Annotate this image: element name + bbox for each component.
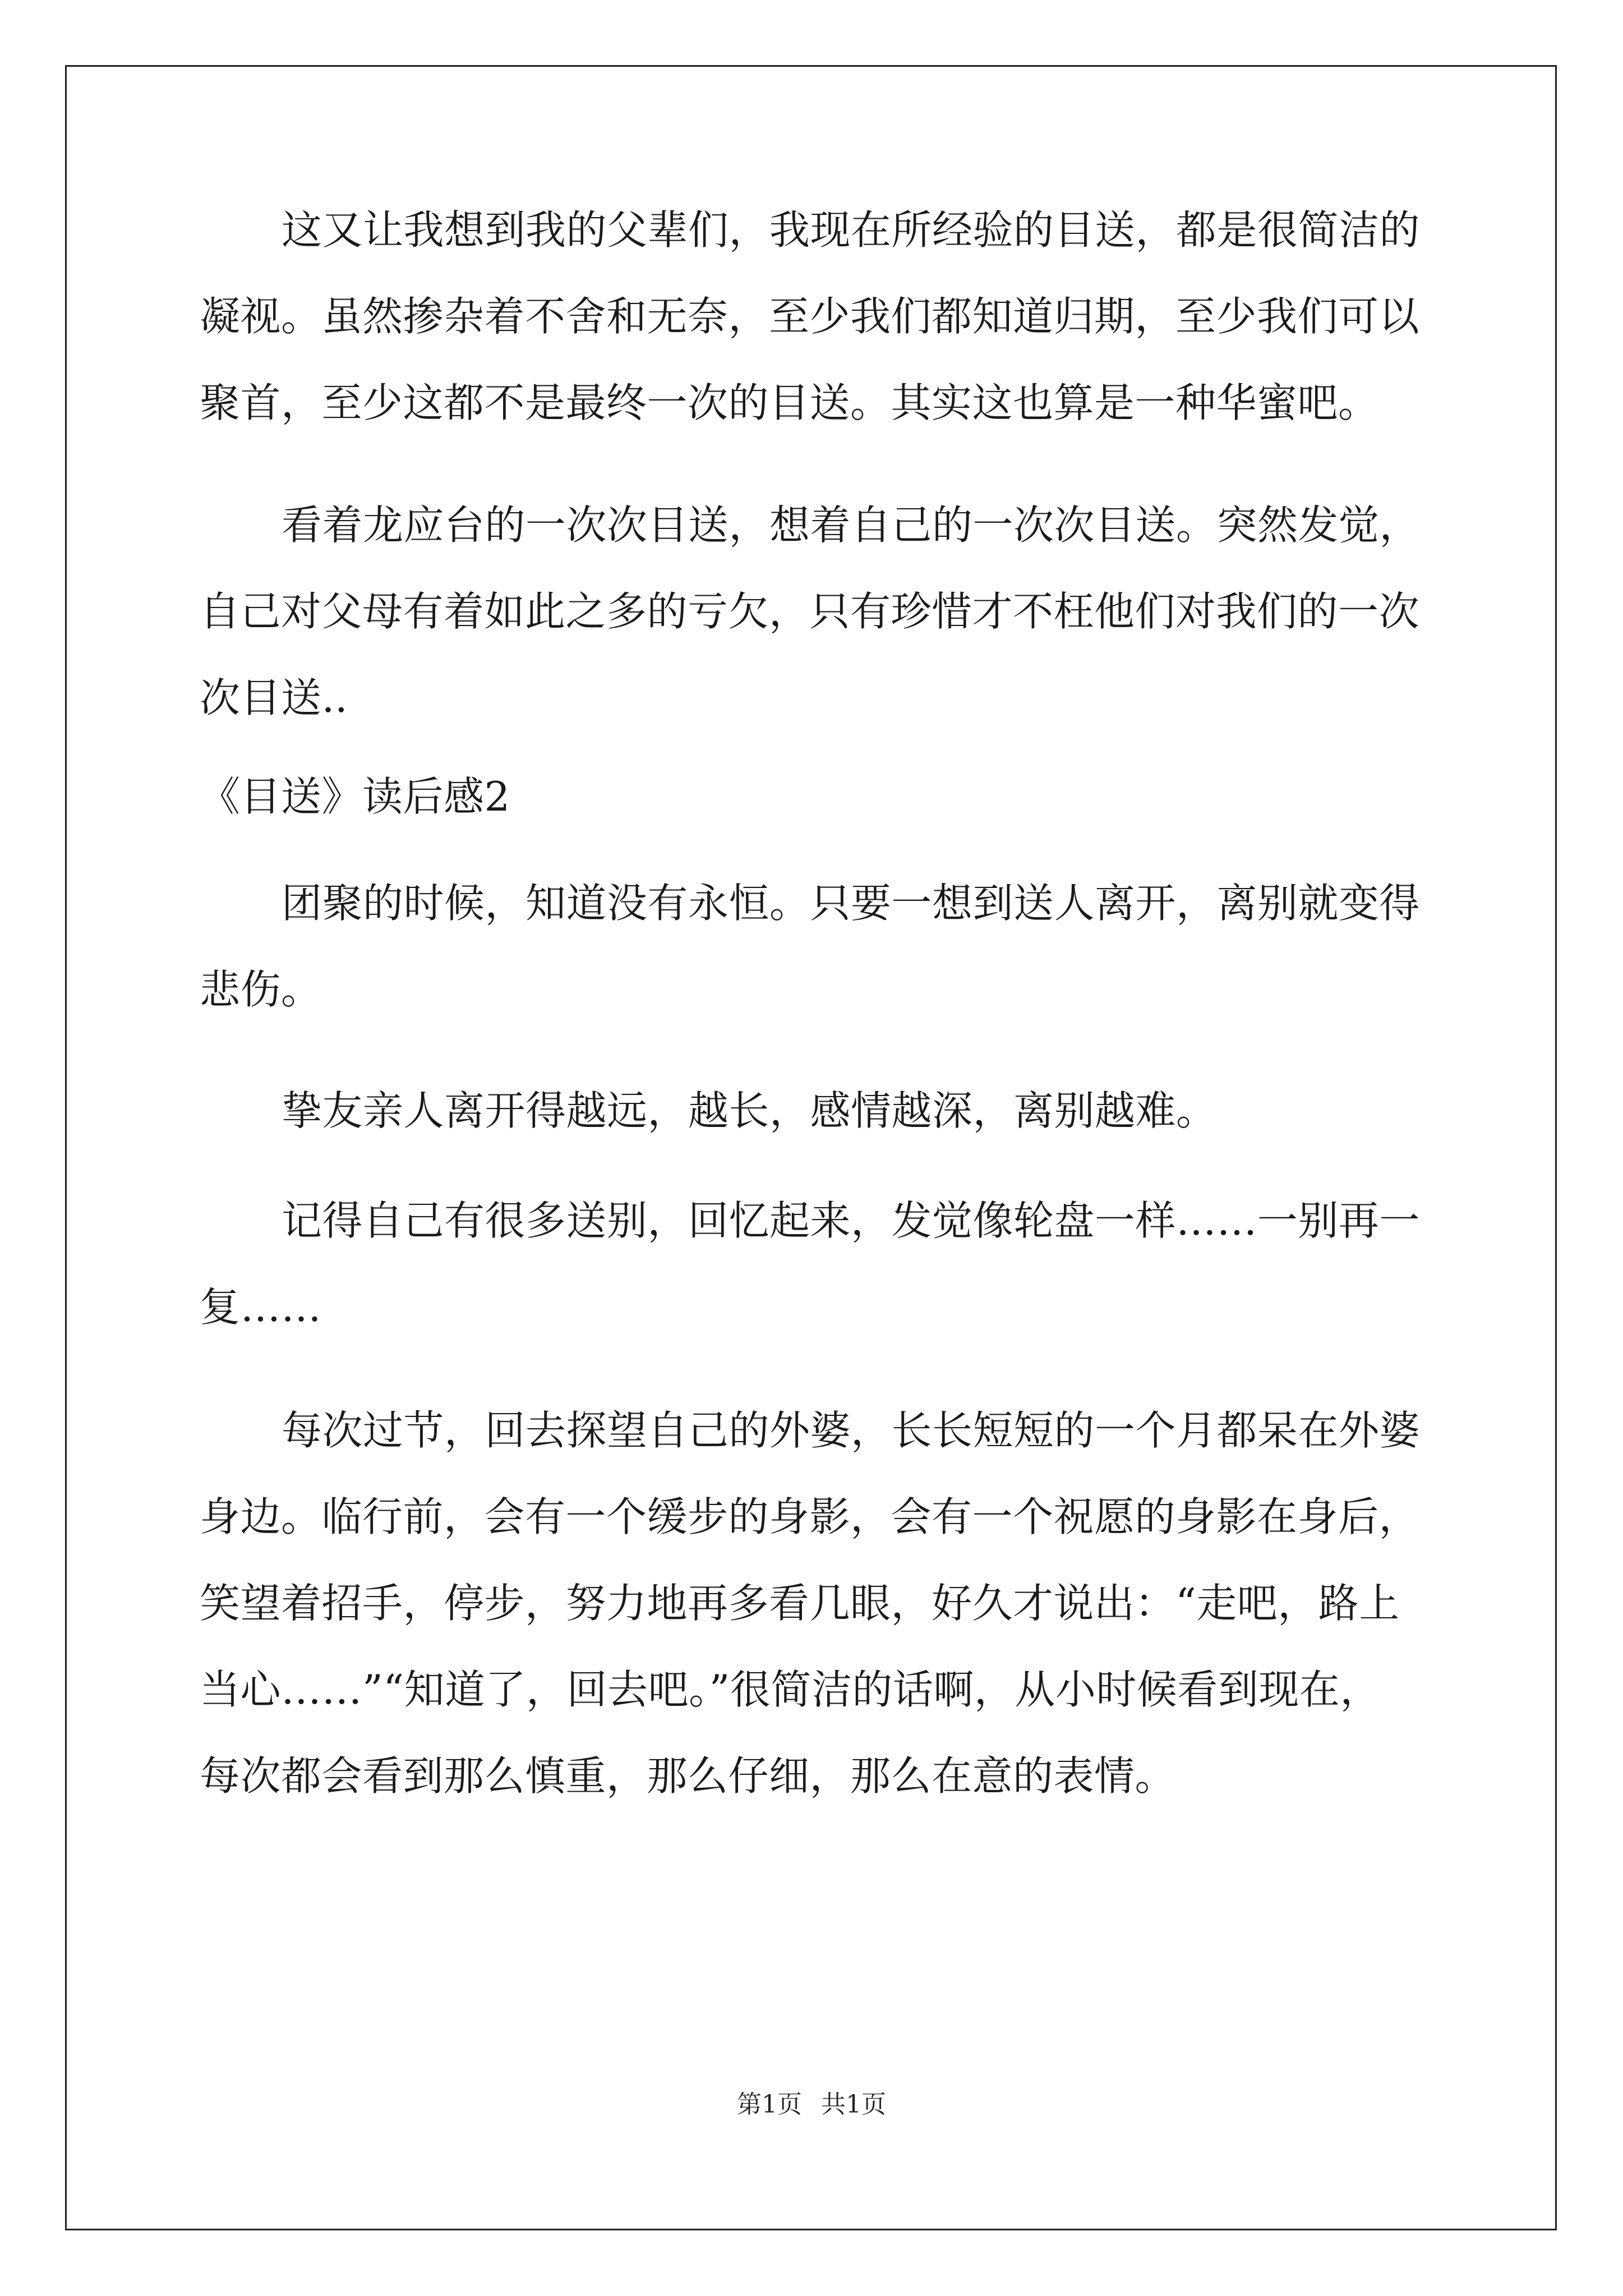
paragraph-line: 每次都会看到那么慎重，那么仔细，那么在意的表情。 xyxy=(200,1752,1176,1800)
paragraph-line: 团聚的时候，知道没有永恒。只要一想到送人离开，离别就变得 xyxy=(282,880,1421,927)
paragraph-line: 每次过节，回去探望自己的外婆，长长短短的一个月都呆在外婆 xyxy=(282,1407,1421,1454)
paragraph-line: 挚友亲人离开得越远，越长，感情越深，离别越难。 xyxy=(282,1087,1217,1134)
paragraph-line: 自己对父母有着如此之多的亏欠，只有珍惜才不枉他们对我们的一次 xyxy=(200,588,1420,635)
paragraph-line: 记得自己有很多送别，回忆起来，发觉像轮盘一样……一别再一 xyxy=(282,1197,1421,1244)
page-number-current: 第1页 xyxy=(737,2090,802,2119)
page-footer xyxy=(0,2088,1623,2122)
page-number-total: 共1页 xyxy=(821,2090,886,2119)
paragraph-line: 身边。临行前，会有一个缓步的身影，会有一个祝愿的身影在身后， xyxy=(200,1493,1420,1540)
paragraph-line: 这又让我想到我的父辈们，我现在所经验的目送，都是很简洁的 xyxy=(282,206,1421,254)
paragraph-line: 聚首，至少这都不是最终一次的目送。其实这也算是一种华蜜吧。 xyxy=(200,379,1379,426)
paragraph-line: 复…… xyxy=(200,1283,322,1331)
paragraph-line: 凝视。虽然掺杂着不舍和无奈，至少我们都知道归期，至少我们可以 xyxy=(200,293,1420,340)
paragraph-line: 看着龙应台的一次次目送，想着自己的一次次目送。突然发觉， xyxy=(282,501,1421,549)
paragraph-line: 次目送.. xyxy=(200,674,348,721)
section-heading: 《目送》读后感2 xyxy=(200,773,510,820)
paragraph-line: 当心……”“知道了，回去吧。”很简洁的话啊，从小时候看到现在， xyxy=(200,1666,1381,1713)
paragraph-line: 笑望着招手，停步，努力地再多看几眼，好久才说出：“走吧，路上 xyxy=(200,1580,1400,1627)
paragraph-line: 悲伤。 xyxy=(200,966,322,1013)
